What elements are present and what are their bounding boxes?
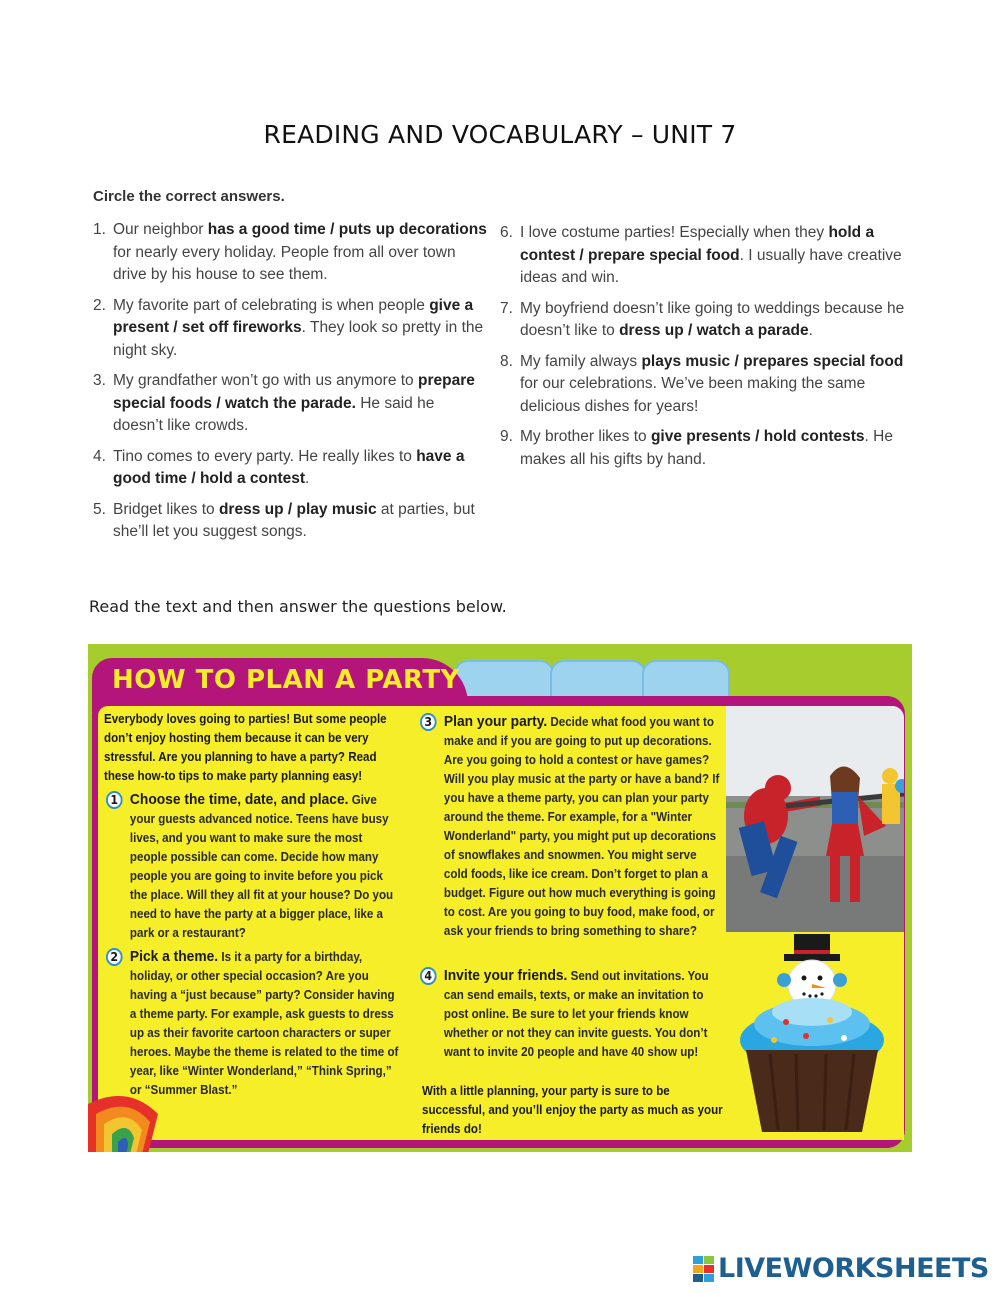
question-item: 2. My favorite part of celebrating is when people give a present / set off fireworks. They look so pretty in the night sky.	[93, 296, 484, 359]
superheroes-tug-of-war-image	[726, 706, 904, 932]
snowman-cupcake-image	[726, 932, 904, 1140]
answer-options[interactable]: have a good time / hold a contest	[113, 447, 465, 487]
tip-number-badge: 3	[420, 713, 437, 731]
tip-4: 4 Invite your friends. Send out invitations. You can send emails, texts, or make an invitation to post online. Be sure to let your friends know whether or not they can invite guests. You don’t want to invite 20 people and have 40 show up!	[420, 966, 720, 1062]
article-title: HOW TO PLAN A PARTY	[112, 665, 460, 695]
question-item: 8. My family always plays music / prepares special food for our celebrations. We’ve been making the same delicious dishes for years!	[500, 352, 904, 415]
rainbow-candy-decoration	[88, 1084, 208, 1152]
exercise-left-column	[93, 219, 488, 552]
tip-heading: Pick a theme.	[129, 948, 219, 965]
tip-3: 3 Plan your party. Decide what food you want to make and if you are going to put up decorations. Are you going to hold a contest or have games? Will you play music at the party or have a band? If you have a theme party, you can plan your party around the theme. For example, for a "Winter Wonderland" party, you might put up decorations of snowflakes and snowmen. You might serve cold foods, like ice cream. Don’t forget to plan a budget. Figure out how much everything is going to cost. Are you going to buy food, make food, or ask your friends to bring something to share?	[420, 712, 720, 941]
question-item: 3. My grandfather won’t go with us anymore to prepare special foods / watch the parade. He said he doesn’t like crowds.	[93, 372, 475, 434]
question-item: 5. Bridget likes to dress up / play music at parties, but she’ll let you suggest songs.	[93, 500, 475, 540]
tip-1: 1 Choose the time, date, and place. Give your guests advanced notice. Teens have busy lives, and you want to make sure the most people possible can come. Decide how many people you are going to invite before you pick the place. Will they all fit at your house? Do you need to have the party at a bigger place, like a park or a restaurant?	[106, 790, 400, 943]
answer-options[interactable]: dress up / watch a parade	[619, 322, 809, 339]
cupcake-image-area	[726, 932, 904, 1140]
tip-2: 2 Pick a theme. Is it a party for a birthday, holiday, or other special occasion? Are you having a “just because” party? Consider having a theme party. For example, ask guests to dress up as their favorite cartoon characters or super heroes. Maybe the theme is related to the time of year, like “Winter Wonderland,” “Think Spring,” or “Summer Blast.”	[106, 947, 400, 1100]
answer-options[interactable]: give presents / hold contests	[650, 428, 865, 445]
liveworksheets-logo	[693, 1253, 989, 1284]
tip-heading: Choose the time, date, and place.	[129, 791, 349, 808]
article-closing: With a little planning, your party is sure to be successful, and you’ll enjoy the party as much as your friends do!	[422, 1084, 723, 1136]
liveworksheets-logo-icon	[693, 1256, 715, 1282]
answer-options[interactable]: prepare special foods / watch the parade.	[113, 372, 475, 412]
question-item: 9. My brother likes to give presents / hold contests. He makes all his gifts by hand.	[500, 428, 893, 468]
logo-text: LIVEWORKSHEETS	[718, 1253, 989, 1284]
question-item: 1. Our neighbor has a good time / puts up decorations for nearly every holiday. People from all over town drive by his house to see them.	[93, 221, 487, 283]
reading-instruction: Read the text and then answer the questions below.	[89, 597, 507, 616]
question-item: 6. I love costume parties! Especially when they hold a contest / prepare special food. I usually have creative ideas and win.	[500, 224, 902, 286]
answer-options[interactable]: hold a contest / prepare special food	[520, 224, 875, 264]
tip-heading: Plan your party.	[443, 713, 548, 730]
answer-options[interactable]: dress up / play music	[218, 500, 377, 518]
tip-number-badge: 4	[420, 967, 437, 985]
answer-options[interactable]: plays music / prepares special food	[641, 352, 904, 370]
article-panel	[88, 644, 912, 1152]
exercise-right-column	[500, 222, 910, 479]
costume-party-photo	[726, 706, 904, 932]
answer-options[interactable]: has a good time / puts up decorations	[207, 221, 487, 238]
question-item: 4. Tino comes to every party. He really likes to have a good time / hold a contest.	[93, 447, 465, 487]
exercise-instruction: Circle the correct answers.	[93, 188, 285, 205]
question-item: 7. My boyfriend doesn’t like going to weddings because he doesn’t like to dress up / watch a parade.	[500, 299, 905, 339]
tip-number-badge: 1	[106, 791, 123, 809]
answer-options[interactable]: give a present / set off fireworks	[113, 296, 474, 336]
tip-heading: Invite your friends.	[443, 967, 568, 984]
article-intro: Everybody loves going to parties! But some people don’t enjoy hosting them because it can be very stressful. Are you planning to have a party? Read these how-to tips to make party planning easy!	[104, 712, 387, 783]
page-title: READING AND VOCABULARY – UNIT 7	[263, 120, 737, 149]
tip-number-badge: 2	[106, 948, 123, 966]
